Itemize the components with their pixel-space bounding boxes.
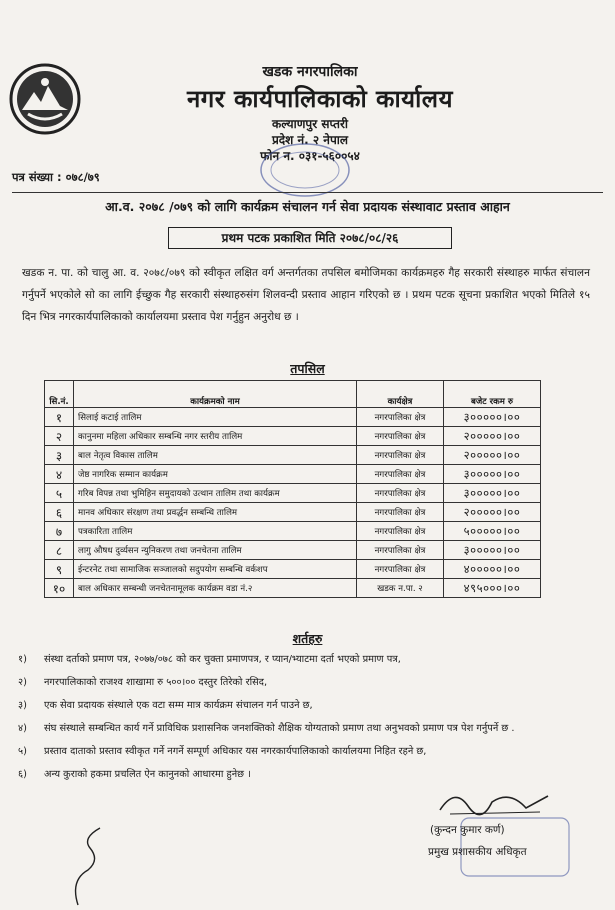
- row-name: लागु औषध दुर्व्यसन न्युनिकरण तथा जनचेतना तालिम: [74, 541, 357, 560]
- row-budget: ४०००००।००: [444, 560, 541, 579]
- row-area: नगरपालिका क्षेत्र: [357, 522, 444, 541]
- row-area: नगरपालिका क्षेत्र: [357, 408, 444, 427]
- col-area: कार्यक्षेत्र: [357, 381, 444, 408]
- signatory-name: (कुन्दन कुमार कर्ण): [430, 824, 505, 836]
- notice-subject: आ.व. २०७८ /०७९ को लागि कार्यक्रम संचालन गर्न सेवा प्रदायक संस्थावाट प्रस्ताव आहान: [105, 199, 510, 214]
- row-name: ईन्टरनेट तथा सामाजिक सञ्जालको सदुपयोग सम्बन्धि वर्कशप: [74, 560, 357, 579]
- row-area: नगरपालिका क्षेत्र: [357, 541, 444, 560]
- divider: [12, 192, 603, 193]
- row-area: नगरपालिका क्षेत्र: [357, 465, 444, 484]
- office-seal-icon: [255, 140, 355, 200]
- row-budget: ३०००००।००: [444, 541, 541, 560]
- row-sn: ७: [45, 522, 74, 541]
- condition-item: १) संस्था दर्ताको प्रमाण पत्र, २०७७/०७८ को कर चुक्ता प्रमाणपत्र, र प्यान/भ्याटमा दर्ता भएको प्रमाण पत्र,: [18, 654, 401, 665]
- row-area: नगरपालिका क्षेत्र: [357, 484, 444, 503]
- condition-item: २) नगरपालिकाको राजश्व शाखामा रु ५००।०० दस्तुर तिरेको रसिद,: [18, 677, 268, 688]
- row-name: मानव अधिकार संरक्षण तथा प्रवर्द्धन सम्बन्धि तालिम: [74, 503, 357, 522]
- condition-item: ६) अन्य कुराको हकमा प्रचलित ऐन कानुनको आधारमा हुनेछ ।: [18, 769, 251, 780]
- row-name: बाल अधिकार सम्बन्धी जनचेतनामूलक कार्यक्रम वडा नं.२: [74, 579, 357, 598]
- row-sn: ५: [45, 484, 74, 503]
- row-name: पत्रकारिता तालिम: [74, 522, 357, 541]
- table-row: [45, 503, 541, 522]
- condition-item: ४) संघ संस्थाले सम्बन्धित कार्य गर्ने प्राविधिक प्रशासनिक जनशक्तिको शैक्षिक योग्यताको प्रमाण तथा अनुभवको प्रमाण पत्र पेश गर्नुपर्ने छ .: [18, 723, 515, 734]
- signatory-title: प्रमुख प्रशासकीय अधिकृत: [428, 846, 527, 858]
- table-row: [45, 446, 541, 465]
- row-area: खडक न.पा. २: [357, 579, 444, 598]
- notice-body: खडक न. पा. को चालु आ. व. २०७८/०७९ को स्वीकृत लक्षित वर्ग अन्तर्गतका तपसिल बमोजिमका कार्यक्रमहरु गैह सरकारी संस्थाहरु मार्फत संचालन गर्नुपर्ने भएकोले सो का लागि ईच्छुक गैह सरकारी संस्थाहरुसंग शिलवन्दी प्रस्ताव आहान गरिएको छ । प्रथम पटक सूचना प्रकाशित भएको मितिले १५ दिन भित्र नगरकार्यपालिकाको कार्यालयमा प्रस्ताव पेश गर्नुहुन अनुरोध छ ।: [22, 267, 590, 323]
- office-location: कल्याणपुर सप्तरी: [271, 117, 348, 131]
- table-row: [45, 408, 541, 427]
- row-sn: ३: [45, 446, 74, 465]
- row-name: जेष्ठ नागरिक सम्मान कार्यक्रम: [74, 465, 357, 484]
- row-budget: २०००००।००: [444, 427, 541, 446]
- row-name: कानुनमा महिला अधिकार सम्बन्धि नगर स्तरीय तालिम: [74, 427, 357, 446]
- row-sn: २: [45, 427, 74, 446]
- table-row: [45, 465, 541, 484]
- row-area: नगरपालिका क्षेत्र: [357, 560, 444, 579]
- row-budget: ३०००००।००: [444, 408, 541, 427]
- table-row: [45, 522, 541, 541]
- row-sn: ४: [45, 465, 74, 484]
- office-title: नगर कार्यपालिकाको कार्यालय: [186, 85, 454, 113]
- row-budget: २०००००।००: [444, 503, 541, 522]
- row-budget: ३०००००।००: [444, 465, 541, 484]
- row-area: नगरपालिका क्षेत्र: [357, 427, 444, 446]
- table-row: [45, 560, 541, 579]
- condition-item: ५) प्रस्ताव दाताको प्रस्ताव स्वीकृत गर्ने नगर्ने सम्पूर्ण अधिकार यस नगरकार्यपालिकाको कार्यालयमा निहित रहने छ,: [18, 746, 427, 757]
- row-budget: ५०००००।००: [444, 522, 541, 541]
- row-sn: ६: [45, 503, 74, 522]
- program-table: [44, 380, 541, 598]
- conditions-list: [18, 648, 598, 786]
- nepal-emblem-icon: [8, 62, 82, 136]
- municipality-name: खडक नगरपालिका: [262, 64, 358, 80]
- row-name: बाल नेतृत्व विकास तालिम: [74, 446, 357, 465]
- first-published-date: प्रथम पटक प्रकाशित मिति २०७८/०८/२६: [168, 227, 452, 249]
- table-header-row: [45, 381, 541, 408]
- province: प्रदेश नं. २ नेपाल: [271, 133, 349, 147]
- row-budget: ३०००००।००: [444, 484, 541, 503]
- col-sn: सि.नं.: [45, 381, 74, 408]
- conditions-heading: शर्तहरु: [292, 631, 323, 646]
- row-sn: १०: [45, 579, 74, 598]
- row-sn: ८: [45, 541, 74, 560]
- table-row: [45, 541, 541, 560]
- row-area: नगरपालिका क्षेत्र: [357, 446, 444, 465]
- row-budget: २०००००।००: [444, 446, 541, 465]
- initial-mark: [60, 810, 120, 910]
- row-name: गरिब विपन्न तथा भुमिहिन समुदायको उत्थान तालिम तथा कार्यक्रम: [74, 484, 357, 503]
- reference-number: पत्र संख्या : ०७८/७९: [12, 170, 100, 184]
- row-sn: १: [45, 408, 74, 427]
- col-budget: बजेट रकम रु: [444, 381, 541, 408]
- phone-number: फोन न. ०३१-५६००५४: [260, 149, 360, 163]
- table-row: [45, 484, 541, 503]
- tapsil-heading: तपसिल: [290, 361, 325, 376]
- row-budget: ४९५०००।००: [444, 579, 541, 598]
- table-row: [45, 579, 541, 598]
- row-name: सिलाई कटाई तालिम: [74, 408, 357, 427]
- condition-item: ३) एक सेवा प्रदायक संस्थाले एक वटा सम्म मात्र कार्यक्रम संचालन गर्न पाउने छ,: [18, 700, 313, 711]
- col-program-name: कार्यक्रमको नाम: [74, 381, 357, 408]
- row-sn: ९: [45, 560, 74, 579]
- table-row: [45, 427, 541, 446]
- row-area: नगरपालिका क्षेत्र: [357, 503, 444, 522]
